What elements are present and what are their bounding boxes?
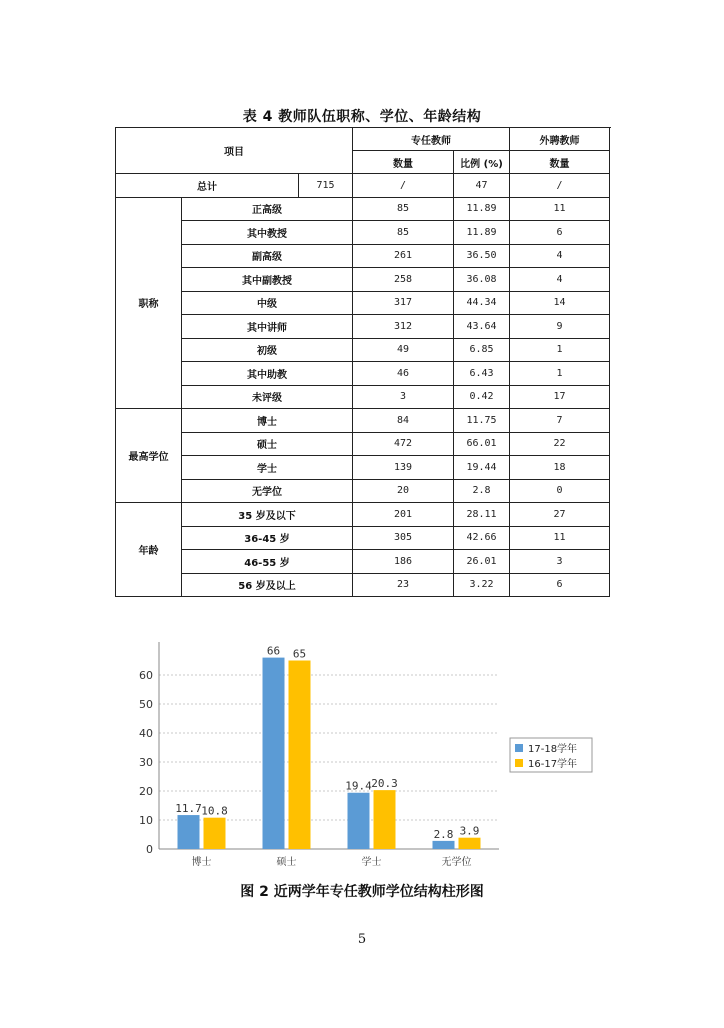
ft-ratio-cell: 6.85 xyxy=(454,338,510,362)
header-external-count: 数量 xyxy=(510,151,610,174)
ft-ratio-cell: 26.01 xyxy=(454,550,510,574)
data-label: 66 xyxy=(266,644,281,658)
ft-ratio-cell: 66.01 xyxy=(454,432,510,456)
x-tick-label: 博士 xyxy=(191,857,212,868)
data-label: 10.8 xyxy=(201,804,228,818)
row-label: 正高级 xyxy=(182,197,353,221)
ft-ratio-cell: 3.22 xyxy=(454,573,510,597)
ex-count-cell: 4 xyxy=(510,268,610,292)
ft-ratio-cell: 28.11 xyxy=(454,503,510,527)
row-label: 56 岁及以上 xyxy=(182,573,353,597)
y-tick-label: 40 xyxy=(139,727,153,740)
ex-count-cell: 6 xyxy=(510,573,610,597)
y-tick-label: 20 xyxy=(139,785,153,798)
header-fulltime: 专任教师 xyxy=(353,128,510,151)
bar xyxy=(374,790,396,849)
row-label: 其中讲师 xyxy=(182,315,353,339)
y-tick-label: 30 xyxy=(139,756,153,769)
ex-count-cell: 11 xyxy=(510,526,610,550)
y-tick-label: 60 xyxy=(139,669,153,682)
ft-count-cell: 258 xyxy=(353,268,454,292)
ex-count-cell: 1 xyxy=(510,338,610,362)
row-label: 其中助教 xyxy=(182,362,353,386)
legend-swatch xyxy=(515,744,523,752)
total-ft-count: 715 xyxy=(299,174,353,198)
ex-count-cell: 1 xyxy=(510,362,610,386)
ex-count-cell: 11 xyxy=(510,197,610,221)
ex-count-cell: 3 xyxy=(510,550,610,574)
bar xyxy=(178,815,200,849)
bar xyxy=(459,838,481,849)
x-tick-label: 学士 xyxy=(361,857,382,868)
row-label: 其中教授 xyxy=(182,221,353,245)
ft-count-cell: 312 xyxy=(353,315,454,339)
ex-count-cell: 0 xyxy=(510,479,610,503)
row-label: 学士 xyxy=(182,456,353,480)
data-label: 19.4 xyxy=(345,779,372,793)
row-label: 35 岁及以下 xyxy=(182,503,353,527)
legend-label: 16-17学年 xyxy=(528,759,578,770)
row-label: 博士 xyxy=(182,409,353,433)
data-label: 11.7 xyxy=(175,802,202,816)
row-label: 无学位 xyxy=(182,479,353,503)
ft-count-cell: 20 xyxy=(353,479,454,503)
y-tick-label: 0 xyxy=(146,843,153,856)
row-label: 中级 xyxy=(182,291,353,315)
figure-caption: 图 2 近两学年专任教师学位结构柱形图 xyxy=(240,884,484,900)
ft-count-cell: 46 xyxy=(353,362,454,386)
ft-count-cell: 85 xyxy=(353,221,454,245)
bar xyxy=(263,658,285,849)
ex-count-cell: 14 xyxy=(510,291,610,315)
group-label: 最高学位 xyxy=(116,409,182,503)
ex-count-cell: 9 xyxy=(510,315,610,339)
total-ex-count: 47 xyxy=(454,174,510,198)
total-ft-ratio: / xyxy=(353,174,454,198)
data-label: 3.9 xyxy=(459,824,480,838)
page-number: 5 xyxy=(357,932,367,947)
ex-count-cell: 22 xyxy=(510,432,610,456)
ft-ratio-cell: 0.42 xyxy=(454,385,510,409)
row-label: 未评级 xyxy=(182,385,353,409)
data-label: 65 xyxy=(292,647,307,661)
data-label: 2.8 xyxy=(433,827,454,841)
ft-count-cell: 201 xyxy=(353,503,454,527)
ft-ratio-cell: 42.66 xyxy=(454,526,510,550)
ft-ratio-cell: 6.43 xyxy=(454,362,510,386)
legend-label: 17-18学年 xyxy=(528,744,578,755)
ex-count-cell: 27 xyxy=(510,503,610,527)
ft-count-cell: 472 xyxy=(353,432,454,456)
ex-count-cell: 7 xyxy=(510,409,610,433)
header-fulltime-count: 数量 xyxy=(353,151,454,174)
ex-count-cell: 17 xyxy=(510,385,610,409)
ft-count-cell: 261 xyxy=(353,244,454,268)
ft-count-cell: 49 xyxy=(353,338,454,362)
ft-count-cell: 139 xyxy=(353,456,454,480)
row-label: 初级 xyxy=(182,338,353,362)
ft-ratio-cell: 43.64 xyxy=(454,315,510,339)
row-label: 46-55 岁 xyxy=(182,550,353,574)
ft-count-cell: 317 xyxy=(353,291,454,315)
group-label: 年龄 xyxy=(116,503,182,597)
ex-count-cell: 6 xyxy=(510,221,610,245)
data-label: 20.3 xyxy=(371,777,398,791)
ft-ratio-cell: 19.44 xyxy=(454,456,510,480)
y-tick-label: 10 xyxy=(139,814,153,827)
ft-ratio-cell: 11.89 xyxy=(454,197,510,221)
ex-count-cell: 4 xyxy=(510,244,610,268)
ex-count-cell: 18 xyxy=(510,456,610,480)
x-tick-label: 硕士 xyxy=(276,857,297,868)
row-label: 硕士 xyxy=(182,432,353,456)
legend-swatch xyxy=(515,759,523,767)
bar xyxy=(204,818,226,849)
bar xyxy=(433,841,455,849)
ft-count-cell: 186 xyxy=(353,550,454,574)
total-ex-ratio: / xyxy=(510,174,610,198)
header-external: 外聘教师 xyxy=(510,128,610,151)
bar xyxy=(289,661,311,850)
ft-ratio-cell: 44.34 xyxy=(454,291,510,315)
ft-count-cell: 305 xyxy=(353,526,454,550)
ft-count-cell: 23 xyxy=(353,573,454,597)
row-label: 36-45 岁 xyxy=(182,526,353,550)
row-label: 副高级 xyxy=(182,244,353,268)
bar xyxy=(348,793,370,849)
ft-ratio-cell: 2.8 xyxy=(454,479,510,503)
total-label: 总计 xyxy=(116,174,299,198)
ft-count-cell: 85 xyxy=(353,197,454,221)
ft-ratio-cell: 36.50 xyxy=(454,244,510,268)
ft-count-cell: 3 xyxy=(353,385,454,409)
header-item: 项目 xyxy=(116,128,353,174)
ft-count-cell: 84 xyxy=(353,409,454,433)
ft-ratio-cell: 11.89 xyxy=(454,221,510,245)
ft-ratio-cell: 11.75 xyxy=(454,409,510,433)
y-tick-label: 50 xyxy=(139,698,153,711)
header-fulltime-ratio: 比例 (%) xyxy=(454,151,510,174)
table-title: 表 4 教师队伍职称、学位、年龄结构 xyxy=(242,109,482,125)
row-label: 其中副教授 xyxy=(182,268,353,292)
ft-ratio-cell: 36.08 xyxy=(454,268,510,292)
x-tick-label: 无学位 xyxy=(441,857,472,868)
group-label: 职称 xyxy=(116,197,182,409)
